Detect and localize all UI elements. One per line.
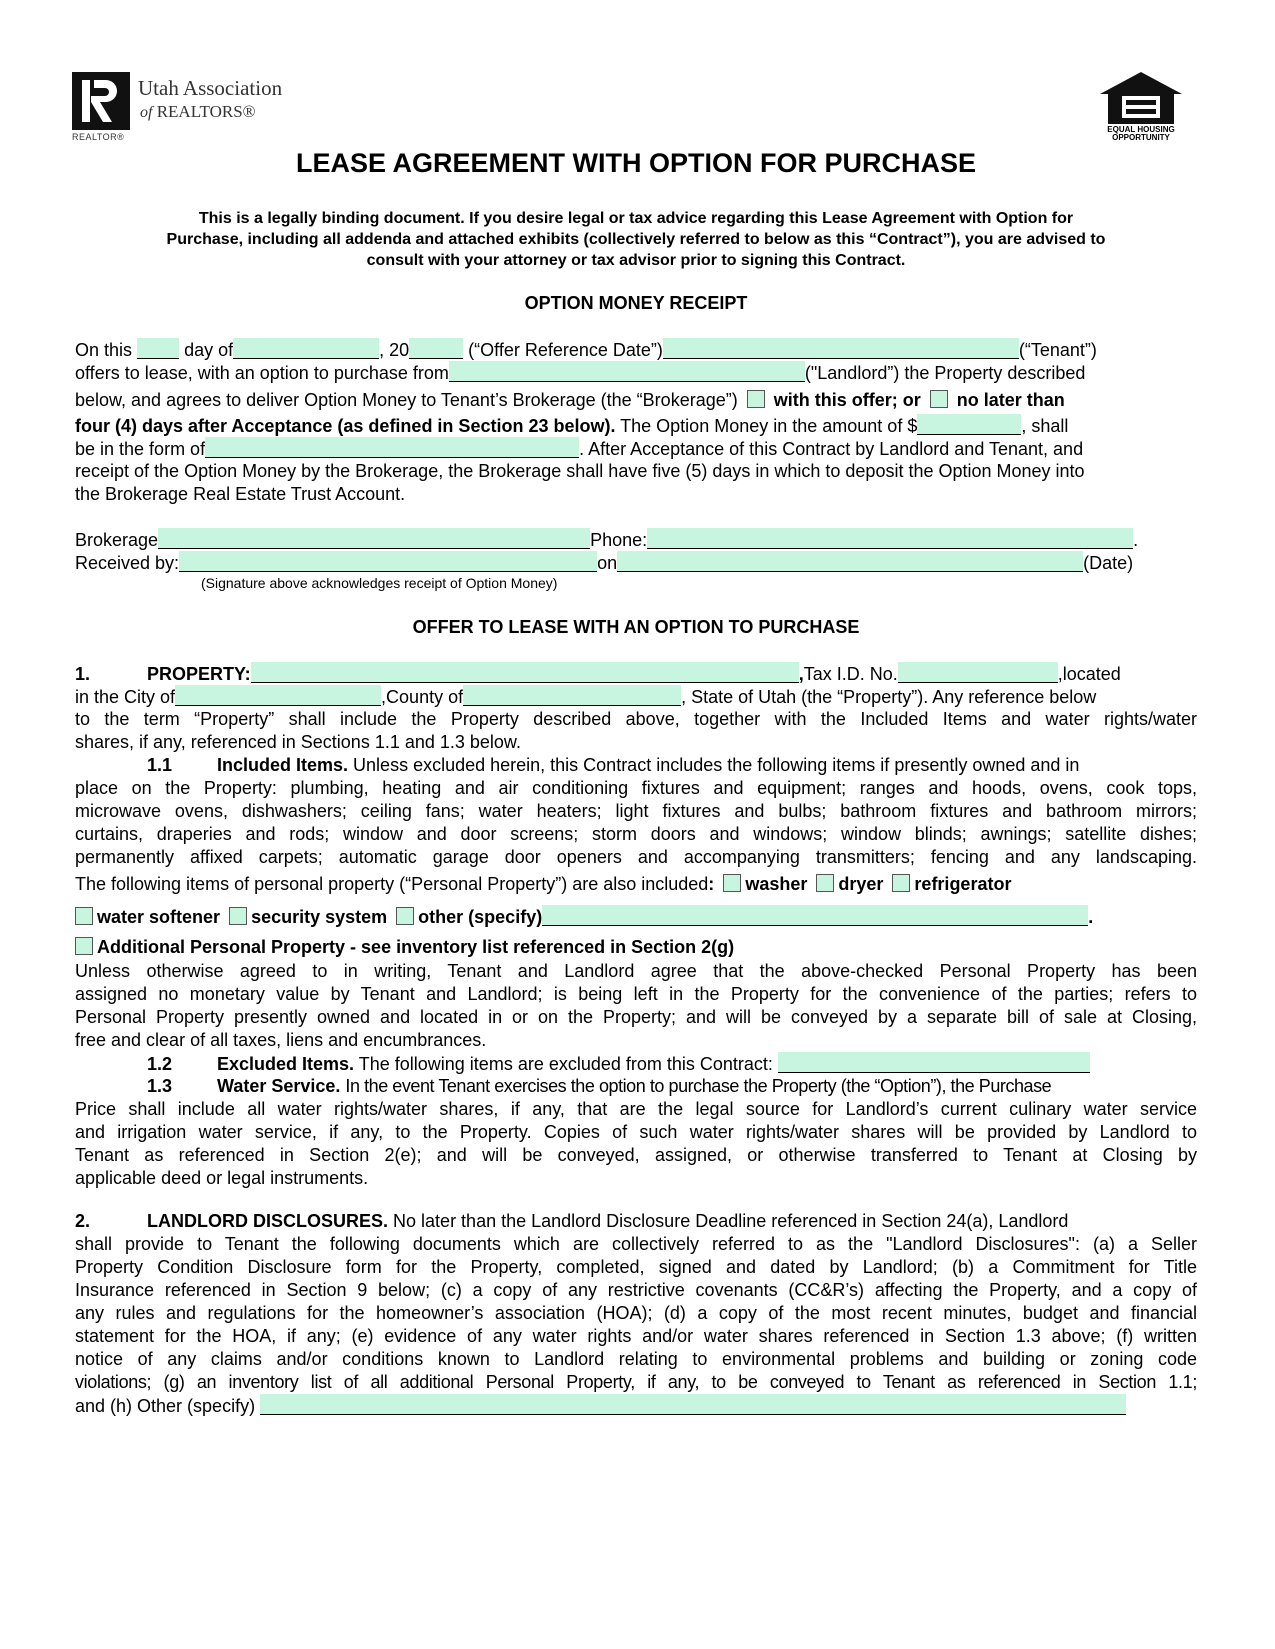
logo-of: of [140,104,153,121]
section-1-line-2 [75,685,1197,709]
receipt-line-1 [75,338,1197,362]
landlord-name-field[interactable] [449,361,805,382]
text: . [1133,530,1139,550]
receipt-heading: OPTION MONEY RECEIPT [524,293,748,313]
text: On this [75,340,133,360]
section-1-1-line-3: microwave ovens, dishwashers; ceiling fans; water heaters; light fixtures and bulbs; bathroom fixtures and bathroom mirrors; [75,801,1197,821]
section-1-line-4: shares, if any, referenced in Sections 1.1 and 1.3 below. [75,732,521,752]
section-1-3-line-1 [75,1075,1197,1098]
receipt-line-4 [75,414,1197,438]
text: no later than [956,390,1065,410]
checkbox-label: washer [745,874,808,894]
text: (“Tenant”) [1018,340,1097,360]
logo-realtors: REALTORS® [156,102,256,121]
personal-property-line-1 [75,873,1197,896]
section-2-line-8: violations; (g) an inventory list of all additional Personal Property, if any, to be conveyed to Tenant as referenced in Section 1.1; [75,1372,1197,1392]
receipt-line-6: receipt of the Option Money by the Brokerage, the Brokerage shall have five (5) days in which to deposit the Option Money into [75,461,1085,481]
year-field[interactable] [409,338,463,359]
signature-note: (Signature above acknowledges receipt of Option Money) [201,575,558,591]
section-1-3-line-2: Price shall include all water rights/water shares, if any, that are the legal source for Landlord’s current culinary water service [75,1099,1197,1119]
checkbox-label: refrigerator [914,874,1012,894]
personal-property-text-2: assigned no monetary value by Tenant and Landlord; is being left in the Property for the convenience of the parties; refers to [75,984,1197,1004]
with-offer-checkbox[interactable] [747,390,765,408]
text: No later than the Landlord Disclosure Deadline referenced in Section 24(a), Landlord [393,1211,1069,1231]
receipt-date-field[interactable] [617,551,1083,572]
logo-realtor-caption: REALTOR® [72,132,125,142]
section-1-2-line [75,1052,1197,1076]
section-2-line-7: notice of any claims and/or conditions known to Landlord relating to environmental problems and building or zoning code [75,1349,1197,1369]
equal-housing-line1: EQUAL HOUSING [1107,125,1175,134]
brokerage-line [75,528,1197,552]
phone-field[interactable] [647,528,1133,549]
text: : [708,874,715,894]
text: offers to lease, with an option to purchase from [75,363,449,383]
other-disclosures-field[interactable] [260,1394,1126,1415]
section-1-line-1 [75,662,1197,686]
text: Phone: [590,530,648,550]
section-number: 1.2 [147,1054,173,1074]
text: ,located [1057,664,1121,684]
security-system-checkbox[interactable] [229,907,247,925]
text: and (h) Other (specify) [75,1396,256,1416]
logo-association-name: Utah Association [138,76,283,100]
received-by-field[interactable] [179,551,597,572]
checkbox-label: dryer [838,874,884,894]
other-specify-field[interactable] [542,905,1088,926]
text: on [597,553,618,573]
personal-property-text-1: Unless otherwise agreed to in writing, Tenant and Landlord agree that the above-checked Personal Property has been [75,961,1197,981]
section-1-1-line-1 [75,754,1197,777]
text: Brokerage [75,530,159,550]
checkbox-label: other (specify) [418,907,543,927]
section-title: Included Items. [217,755,349,775]
text: (Date) [1083,553,1134,573]
additional-personal-property-checkbox[interactable] [75,937,93,955]
refrigerator-checkbox[interactable] [892,874,910,892]
payment-form-field[interactable] [205,437,579,458]
text: (“Offer Reference Date”) [468,340,663,360]
text: The following items are excluded from this Contract: [358,1054,773,1074]
section-1-line-3: to the term “Property” shall include the Property described above, together with the Included Items and water rights/water [75,709,1197,729]
text: The Option Money in the amount of $ [620,416,918,436]
excluded-items-field[interactable] [778,1052,1090,1073]
personal-property-line-2 [75,905,1197,929]
text: In the event Tenant exercises the option to purchase the Property (the “Option”), the Purchase [345,1076,1052,1096]
section-1-1-line-5: permanently affixed carpets; automatic garage door openers and accompanying transmitters; fencing and any landscaping. [75,847,1197,867]
option-money-amount-field[interactable] [917,414,1021,435]
text: day of [184,340,234,360]
section-1-3-line-3: and irrigation water service, if any, to the Property. Copies of such water rights/water shares will be provided by Landlord to [75,1122,1197,1142]
additional-personal-property-line [75,936,1197,959]
text: . After Acceptance of this Contract by Landlord and Tenant, and [579,439,1084,459]
section-2-line-9 [75,1394,1197,1418]
text: Tax I.D. No. [803,664,898,684]
receipt-line-7: the Brokerage Real Estate Trust Account. [75,484,406,504]
receipt-line-5 [75,437,1197,461]
county-field[interactable] [463,685,681,706]
tenant-name-field[interactable] [663,338,1019,359]
section-2-line-4: Insurance referenced in Section 9 below; (c) a copy of any restrictive covenants (CC&R’s) affecting the Property, and a copy of [75,1280,1197,1300]
receipt-line-2 [75,361,1197,385]
section-2-line-6: statement for the HOA, if any; (e) evidence of any water rights and/or water shares referenced in Section 1.3 above; (f) written [75,1326,1197,1346]
section-2-line-2: shall provide to Tenant the following documents which are collectively referred to as the "Landlord Disclosures": (a) a Seller [75,1234,1197,1254]
receipt-line-3 [75,389,1197,412]
document-page [75,0,1197,1649]
section-number: 1.3 [147,1076,173,1096]
equal-housing-line2: OPPORTUNITY [1112,133,1170,142]
text: Unless excluded herein, this Contract includes the following items if presently owned and in [353,755,1080,775]
section-title: Water Service. [217,1076,341,1096]
section-2-line-5: any rules and regulations for the homeowner’s association (HOA); (d) a copy of the most recent minutes, budget and financial [75,1303,1197,1323]
text: . [1088,907,1094,927]
text: below, and agrees to deliver Option Money to Tenant’s Brokerage (the “Brokerage”) [75,390,738,410]
section-number: 1. [75,664,91,684]
section-title: PROPERTY: [147,664,251,684]
washer-checkbox[interactable] [723,874,741,892]
section-title: LANDLORD DISCLOSURES. [147,1211,389,1231]
tax-id-field[interactable] [898,662,1058,683]
notice-line: consult with your attorney or tax advisor prior to signing this Contract. [366,252,906,269]
month-field[interactable] [233,338,379,359]
text: The following items of personal property (“Personal Property”) are also included [75,874,709,894]
personal-property-text-3: Personal Property presently owned and located in or on the Property; and will be conveyed by a separate bill of sale at Closing, [75,1007,1197,1027]
later-checkbox[interactable] [930,390,948,408]
city-field[interactable] [175,685,381,706]
section-title: Excluded Items. [217,1054,355,1074]
section-1-3-line-4: Tenant as referenced in Section 2(e); and will be conveyed, assigned, or otherwise transferred to Tenant at Closing by [75,1145,1197,1165]
document-title: LEASE AGREEMENT WITH OPTION FOR PURCHASE [295,148,977,178]
other-checkbox[interactable] [396,907,414,925]
personal-property-text-4: free and clear of all taxes, liens and encumbrances. [75,1030,487,1050]
section-number: 2. [75,1211,91,1231]
water-softener-checkbox[interactable] [75,907,93,925]
checkbox-label: Additional Personal Property - see inventory list referenced in Section 2(g) [97,937,735,957]
section-2-line-3: Property Condition Disclosure form for the Property, completed, signed and dated by Landlord; (b) a Commitment for Title [75,1257,1197,1277]
text: , 20 [379,340,410,360]
text: with this offer; or [773,390,921,410]
checkbox-label: security system [251,907,388,927]
text: in the City of [75,687,176,707]
section-1-1-line-4: curtains, draperies and rods; window and door screens; storm doors and windows; window blinds; awnings; satellite dishes; [75,824,1197,844]
checkbox-label: water softener [97,907,221,927]
section-2-line-1 [75,1210,1197,1233]
text: four (4) days after Acceptance (as defined in Section 23 below). [75,416,616,436]
offer-heading: OFFER TO LEASE WITH AN OPTION TO PURCHASE [412,617,860,637]
day-field[interactable] [137,338,179,359]
notice-line: Purchase, including all addenda and attached exhibits (collectively referred to below as this “Contract”), you are advised to [166,231,1106,248]
section-1-1-line-2: place on the Property: plumbing, heating and air conditioning fixtures and equipment; ranges and hoods, ovens, cook tops, [75,778,1197,798]
section-1-3-line-5: applicable deed or legal instruments. [75,1168,369,1188]
brokerage-field[interactable] [158,528,590,549]
property-address-field[interactable] [251,662,799,683]
dryer-checkbox[interactable] [816,874,834,892]
text: be in the form of [75,439,206,459]
legal-notice [75,208,1197,271]
text: ("Landlord”) the Property described [804,363,1086,383]
received-line [75,551,1197,575]
section-number: 1.1 [147,755,173,775]
text: Received by: [75,553,180,573]
text: , [798,664,804,684]
text: , shall [1021,416,1069,436]
text: , State of Utah (the “Property”). Any reference below [681,687,1097,707]
notice-line: This is a legally binding document. If you desire legal or tax advice regarding this Lease Agreement with Option for [198,210,1074,227]
text: ,County of [381,687,464,707]
